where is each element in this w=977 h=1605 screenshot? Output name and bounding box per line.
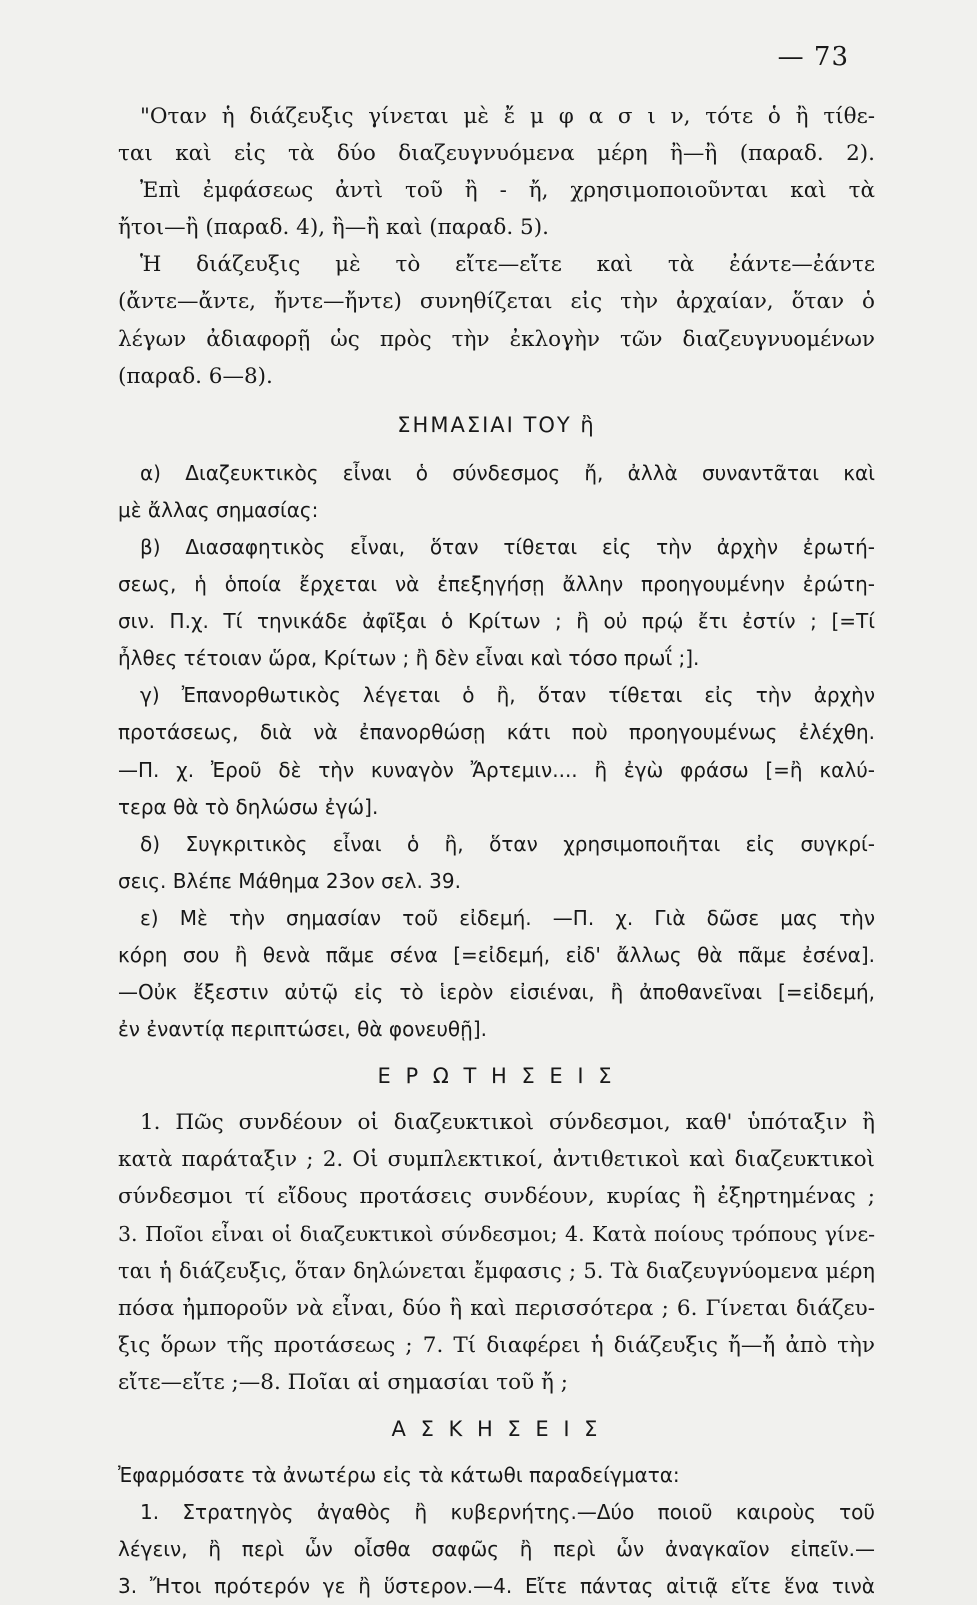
paragraph-line: σύνδεσμοι τί εἴδους προτάσεις συνδέουν, κυρίας ἢ ἐξηρτημένας ; bbox=[118, 1184, 875, 1210]
paragraph-line: λέγειν, ἢ περὶ ὧν οἶσθα σαφῶς ἢ περὶ ὧν ἀναγκαῖον εἰπεῖν.— bbox=[118, 1537, 875, 1562]
paragraph-line: σιν. Π.χ. Τί τηνικάδε ἀφῖξαι ὁ Κρίτων ; ἢ οὐ πρῴ ἔτι ἐστίν ; [=Τί bbox=[118, 609, 875, 634]
paragraph-line: ἤτοι—ἢ (παραδ. 4), ἢ—ἢ καὶ (παραδ. 5). bbox=[118, 215, 549, 241]
paragraph-line: ἦλθες τέτοιαν ὥρα, Κρίτων ; ἢ δὲν εἶναι καὶ τόσο πρωΐ ;]. bbox=[118, 646, 700, 671]
paragraph-line: κόρη σου ἢ θενὰ πᾶμε σένα [=εἰδεμή, εἰδ' ἄλλως θὰ πᾶμε ἐσένα]. bbox=[118, 942, 875, 967]
paragraph-line: Ἐφαρμόσατε τὰ ἀνωτέρω εἰς τὰ κάτωθι παραδείγματα: bbox=[118, 1463, 680, 1487]
paragraph-line: Ἡ διάζευξις μὲ τὸ εἴτε—εἴτε καὶ τὰ ἐάντε—ἐάντε bbox=[140, 252, 875, 278]
page-body bbox=[118, 98, 875, 1605]
paragraph-line: ξις ὅρων τῆς προτάσεως ; 7. Τί διαφέρει ἡ διάζευξις ἤ—ἤ ἀπὸ τὴν bbox=[118, 1332, 875, 1358]
section-heading-meanings: ΣΗΜΑΣΙΑΙ ΤΟΥ ἢ bbox=[397, 412, 596, 437]
paragraph-line: λέγων ἀδιαφορῇ ὡς πρὸς τὴν ἐκλογὴν τῶν διαζευγνυομένων bbox=[118, 326, 875, 352]
paragraph-line: εἴτε—εἴτε ;—8. Ποῖαι αἱ σημασίαι τοῦ ἤ ; bbox=[118, 1369, 568, 1395]
paragraph-line: 3. Ἤτοι πρότερόν γε ἢ ὕστερον.—4. Εἴτε πάντας αἰτιᾷ εἴτε ἕνα τινὰ bbox=[118, 1574, 875, 1599]
paragraph-line: ε) Μὲ τὴν σημασίαν τοῦ εἰδεμή. —Π. χ. Γιὰ δῶσε μας τὴν bbox=[140, 905, 875, 930]
paragraph-line: 1. Πῶς συνδέουν οἱ διαζευκτικοὶ σύνδεσμοι, καθ' ὑπόταξιν ἢ bbox=[140, 1110, 875, 1136]
paragraph-line: γ) Ἐπανορθωτικὸς λέγεται ὁ ἢ, ὅταν τίθεται εἰς τὴν ἀρχὴν bbox=[140, 683, 875, 708]
paragraph-line: Ἐπὶ ἐμφάσεως ἀντὶ τοῦ ἢ - ἤ, χρησιμοποιοῦνται καὶ τὰ bbox=[140, 178, 875, 204]
paragraph-line: ται καὶ εἰς τὰ δύο διαζευγνυόμενα μέρη ἢ—ἢ (παραδ. 2). bbox=[118, 141, 875, 167]
paragraph-line: κατὰ παράταξιν ; 2. Οἱ συμπλεκτικοί, ἀντιθετικοὶ καὶ διαζευκτικοὶ bbox=[118, 1147, 875, 1173]
paragraph-line: τερα θὰ τὸ δηλώσω ἐγώ]. bbox=[118, 794, 379, 819]
paragraph-line: α) Διαζευκτικὸς εἶναι ὁ σύνδεσμος ἤ, ἀλλὰ συναντᾶται καὶ bbox=[140, 460, 875, 485]
paragraph-line: ται ἡ διάζευξις, ὅταν δηλώνεται ἔμφασις ; 5. Τὰ διαζευγνύομενα μέρη bbox=[118, 1258, 875, 1283]
section-heading-questions: Ε Ρ Ω Τ Η Σ Ε Ι Σ bbox=[377, 1064, 616, 1089]
page-number: — 73 bbox=[777, 42, 849, 72]
paragraph-line: β) Διασαφητικὸς εἶναι, ὅταν τίθεται εἰς τὴν ἀρχὴν ἐρωτή- bbox=[140, 534, 875, 559]
paragraph-line: —Οὐκ ἔξεστιν αὐτῷ εἰς τὸ ἱερὸν εἰσιέναι, ἢ ἀποθανεῖναι [=εἰδεμή, bbox=[118, 980, 875, 1005]
paragraph-line: "Οταν ἡ διάζευξις γίνεται μὲ ἔ μ φ α σ ι ν, τότε ὁ ἢ τίθε- bbox=[140, 104, 875, 129]
paragraph-line: 1. Στρατηγὸς ἀγαθὸς ἢ κυβερνήτης.—Δύο ποιοῦ καιροὺς τοῦ bbox=[140, 1500, 875, 1525]
paragraph-line: σεις. Βλέπε Μάθημα 23ον σελ. 39. bbox=[118, 868, 461, 893]
paragraph-line: μὲ ἄλλας σημασίας: bbox=[118, 497, 319, 522]
paragraph-line: (παραδ. 6—8). bbox=[118, 363, 273, 389]
paragraph-line: —Π. χ. Ἐροῦ δὲ τὴν κυναγὸν Ἄρτεμιν.... ἢ ἐγὼ φράσω [=ἢ καλύ- bbox=[118, 757, 875, 782]
paragraph-line: 3. Ποῖοι εἶναι οἱ διαζευκτικοὶ σύνδεσμοι; 4. Κατὰ ποίους τρόπους γίνε- bbox=[118, 1221, 875, 1246]
paragraph-line: δ) Συγκριτικὸς εἶναι ὁ ἢ, ὅταν χρησιμοποιῆται εἰς συγκρί- bbox=[140, 831, 875, 856]
paragraph-line: (ἄντε—ἄντε, ἤντε—ἤντε) συνηθίζεται εἰς τὴν ἀρχαίαν, ὅταν ὁ bbox=[118, 289, 875, 315]
paragraph-line: ἐν ἐναντίᾳ περιπτώσει, θὰ φονευθῇ]. bbox=[118, 1017, 487, 1042]
paragraph-line: προτάσεως, διὰ νὰ ἐπανορθώσῃ κάτι ποὺ προηγουμένως ἐλέχθη. bbox=[118, 720, 875, 745]
section-heading-exercises: Α Σ Κ Η Σ Ε Ι Σ bbox=[391, 1417, 602, 1441]
paragraph-line: πόσα ἠμποροῦν νὰ εἶναι, δύο ἢ καὶ περισσότερα ; 6. Γίνεται διάζευ- bbox=[118, 1295, 875, 1321]
paragraph-line: σεως, ἡ ὁποία ἔρχεται νὰ ἐπεξηγήσῃ ἄλλην προηγουμένην ἐρώτη- bbox=[118, 572, 875, 597]
